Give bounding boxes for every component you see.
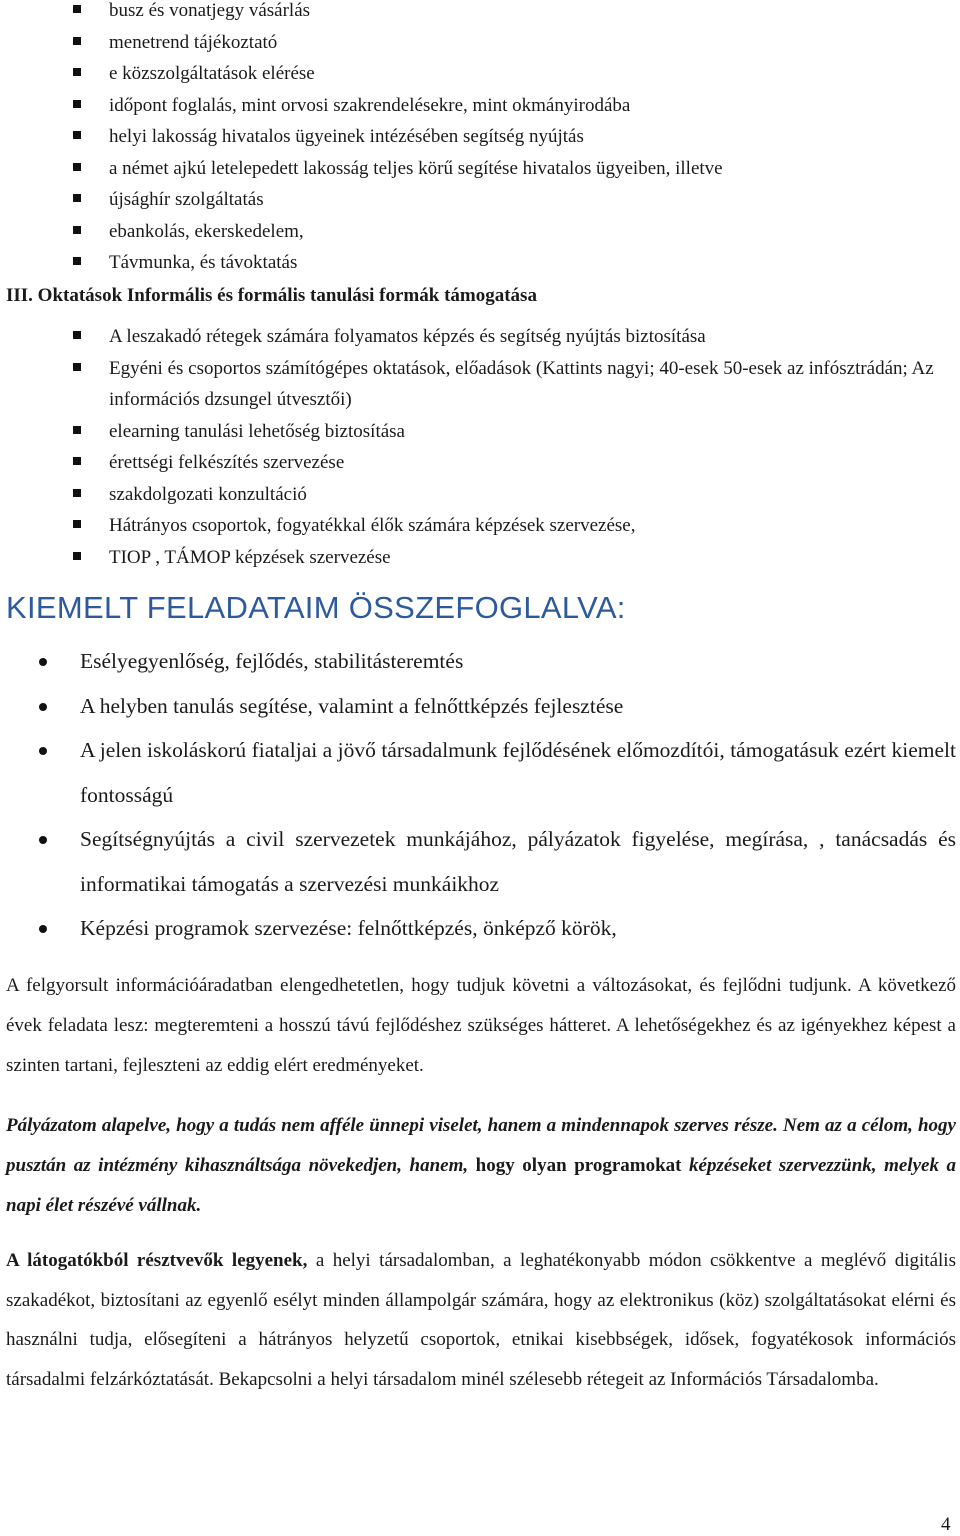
list-item: Képzési programok szervezése: felnőttképzés, önképző körök, (0, 906, 960, 951)
principle-bold-text: hogy olyan programokat (468, 1155, 690, 1176)
paragraph-information-flow: A felgyorsult információáradatban elengedhetetlen, hogy tudjuk követni a változásokat, és fejlődni tudjunk. A következő évek feladata lesz: megteremteni a hosszú távú fejlődéshez szükséges hátteret. A lehetőségekhez és az igényekhez képest a szinten tartani, fejleszteni az eddig elért eredményeket. (6, 975, 956, 1076)
square-bullet-icon (73, 552, 81, 560)
paragraph-visitors (6, 1241, 956, 1399)
square-bullet-icon (73, 5, 81, 13)
summary-heading: KIEMELT FELADATAIM ÖSSZEFOGLALVA: (6, 590, 626, 625)
square-bullet-icon (73, 194, 81, 202)
list-item: érettségi felkészítés szervezése (0, 447, 960, 479)
visitors-body-text: a helyi társadalomban, a leghatékonyabb módon csökkentve a meglévő digitális szakadékot, biztosítani az egyenlő esélyt minden állampolgár számára, hogy az elektronikus (köz) szolgáltatásokat elérni és használni tudja, elősegíteni a hátrányos helyzetű csoportok, etnikai kisebbségek, idősek, fogyatékosok információs társadalmi felzárkóztatását. Bekapcsolni a helyi társadalom minél szélesebb rétegeit az Információs Társadalomba. (6, 1250, 956, 1390)
square-bullet-icon (73, 226, 81, 234)
round-bullet-icon (39, 925, 47, 933)
square-bullet-icon (73, 257, 81, 265)
round-bullet-icon (39, 836, 47, 844)
square-bullet-icon (73, 489, 81, 497)
round-bullet-icon (39, 747, 47, 755)
page-number: 4 (941, 1514, 951, 1535)
square-bullet-icon (73, 37, 81, 45)
square-bullet-icon (73, 100, 81, 108)
section-heading: III. Oktatások Informális és formális tanulási formák támogatása (6, 285, 537, 306)
list-item: ebankolás, ekerskedelem, (0, 216, 960, 248)
summary-list (0, 639, 960, 951)
square-bullet-icon (73, 363, 81, 371)
list-item: menetrend tájékoztató (0, 27, 960, 59)
services-list (0, 0, 960, 279)
visitors-bold-lead: A látogatókból résztvevők legyenek, (6, 1250, 308, 1271)
round-bullet-icon (39, 658, 47, 666)
list-item: A leszakadó rétegek számára folyamatos képzés és segítség nyújtás biztosítása (0, 321, 960, 353)
list-item: e közszolgáltatások elérése (0, 58, 960, 90)
list-item: A helyben tanulás segítése, valamint a felnőttképzés fejlesztése (0, 684, 960, 729)
list-item: Esélyegyenlőség, fejlődés, stabilitásteremtés (0, 639, 960, 684)
list-item: TIOP , TÁMOP képzések szervezése (0, 542, 960, 574)
round-bullet-icon (39, 703, 47, 711)
square-bullet-icon (73, 68, 81, 76)
principle-italic-end-text: képzéseket szervezzünk, melyek a napi élet részévé vállnak. (6, 1155, 956, 1216)
list-item: Egyéni és csoportos számítógépes oktatások, előadások (Kattints nagyi; 40-esek 50-esek az infósztrádán; Az információs dzsungel útvesztői) (0, 353, 960, 416)
square-bullet-icon (73, 520, 81, 528)
square-bullet-icon (73, 131, 81, 139)
education-list (0, 321, 960, 573)
list-item: Hátrányos csoportok, fogyatékkal élők számára képzések szervezése, (0, 510, 960, 542)
list-item: időpont foglalás, mint orvosi szakrendelésekre, mint okmányirodába (0, 90, 960, 122)
list-item: busz és vonatjegy vásárlás (0, 0, 960, 27)
list-item: a német ajkú letelepedett lakosság teljes körű segítése hivatalos ügyeiben, illetve (0, 153, 960, 185)
square-bullet-icon (73, 426, 81, 434)
square-bullet-icon (73, 331, 81, 339)
square-bullet-icon (73, 163, 81, 171)
list-item: újsághír szolgáltatás (0, 184, 960, 216)
list-item: A jelen iskoláskorú fiataljai a jövő társadalmunk fejlődésének előmozdítói, támogatásuk ezért kiemelt fontosságú (0, 728, 960, 817)
list-item: elearning tanulási lehetőség biztosítása (0, 416, 960, 448)
square-bullet-icon (73, 457, 81, 465)
list-item: Segítségnyújtás a civil szervezetek munkájához, pályázatok figyelése, megírása, , tanácsadás és informatikai támogatás a szervezési munkáikhoz (0, 817, 960, 906)
list-item: helyi lakosság hivatalos ügyeinek intézésében segítség nyújtás (0, 121, 960, 153)
paragraph-principle (6, 1106, 956, 1226)
principle-italic-text: Pályázatom alapelve, hogy a tudás nem afféle ünnepi viselet, hanem a mindennapok szerves része. Nem az a célom, hogy pusztán az intézmény kihasználtsága növekedjen, hanem, (6, 1115, 956, 1176)
list-item: Távmunka, és távoktatás (0, 247, 960, 279)
list-item: szakdolgozati konzultáció (0, 479, 960, 511)
